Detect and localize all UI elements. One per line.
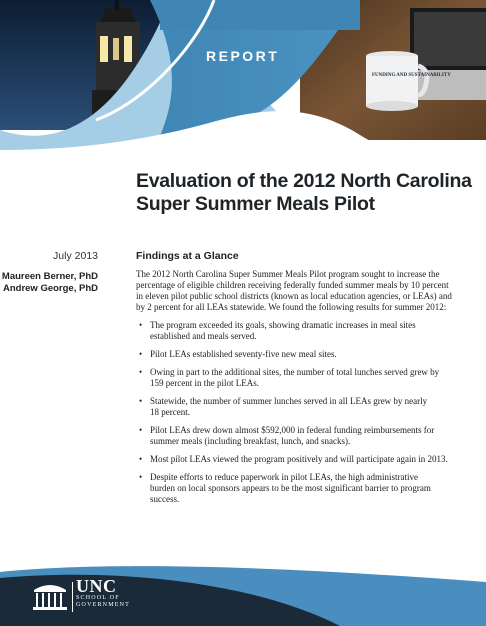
finding-line: 18 percent. — [150, 407, 190, 417]
findings-list — [136, 320, 466, 512]
report-label: REPORT — [206, 48, 280, 64]
intro-line: percentage of eligible children receiving federally funded summer meals by 10 percent — [136, 280, 449, 290]
finding-line: established and meals served. — [150, 331, 257, 341]
report-title — [136, 170, 476, 216]
finding-item — [136, 454, 466, 465]
finding-line: Despite efforts to reduce paperwork in pilot LEAs, the high administrative — [150, 472, 419, 482]
intro-line: by 2 percent for all LEAs statewide. We found the following results for summer 2012: — [136, 302, 447, 312]
finding-line: Pilot LEAs drew down almost $592,000 in federal funding reimbursements for — [150, 425, 435, 435]
findings-heading: Findings at a Glance — [136, 250, 239, 262]
finding-line: success. — [150, 494, 180, 504]
unc-subtitle: GOVERNMENT — [76, 602, 130, 608]
mug-text: FUNDING AND SUSTAINABILITY — [372, 73, 451, 78]
finding-item — [136, 472, 466, 505]
bullet-icon: • — [139, 425, 143, 435]
finding-line: 159 percent in the pilot LEAs. — [150, 378, 259, 388]
intro-line: The 2012 North Carolina Super Summer Meals Pilot program sought to increase the — [136, 269, 440, 279]
finding-item — [136, 349, 466, 360]
finding-item — [136, 396, 466, 418]
finding-line: Most pilot LEAs viewed the program positively and will participate again in 2013. — [150, 454, 448, 464]
finding-item — [136, 425, 466, 447]
finding-line: summer meals (including breakfast, lunch, and snacks). — [150, 436, 351, 446]
unc-name: UNC — [76, 576, 117, 596]
title-line: Super Summer Meals Pilot — [136, 193, 375, 215]
bullet-icon: • — [139, 320, 143, 330]
author-list — [0, 271, 98, 295]
bullet-icon: • — [139, 367, 143, 377]
finding-line: burden on local sponsors appears to be the most significant barrier to program — [150, 483, 431, 493]
finding-line: The program exceeded its goals, showing dramatic increases in meal sites — [150, 320, 416, 330]
bullet-icon: • — [139, 396, 143, 406]
unc-subtitle: SCHOOL OF — [76, 595, 120, 601]
bullet-icon: • — [139, 472, 143, 482]
finding-line: Statewide, the number of summer lunches served in all LEAs grew by nearly — [150, 396, 428, 406]
finding-item — [136, 320, 466, 342]
bullet-icon: • — [139, 349, 143, 359]
finding-item — [136, 367, 466, 389]
unc-wordmark — [76, 577, 130, 609]
intro-paragraph — [136, 269, 458, 313]
intro-line: in eleven pilot public school districts (known as local education agencies, or LEAs) and — [136, 291, 452, 301]
finding-line: Owing in part to the additional sites, the number of total lunches served grew by — [150, 367, 440, 377]
report-date: July 2013 — [53, 250, 98, 262]
finding-line: Pilot LEAs established seventy-five new meal sites. — [150, 349, 337, 359]
author-name: Andrew George, PhD — [2, 283, 98, 294]
bullet-icon: • — [139, 454, 143, 464]
author-name: Maureen Berner, PhD — [1, 271, 98, 282]
title-line: Evaluation of the 2012 North Carolina — [136, 170, 472, 192]
